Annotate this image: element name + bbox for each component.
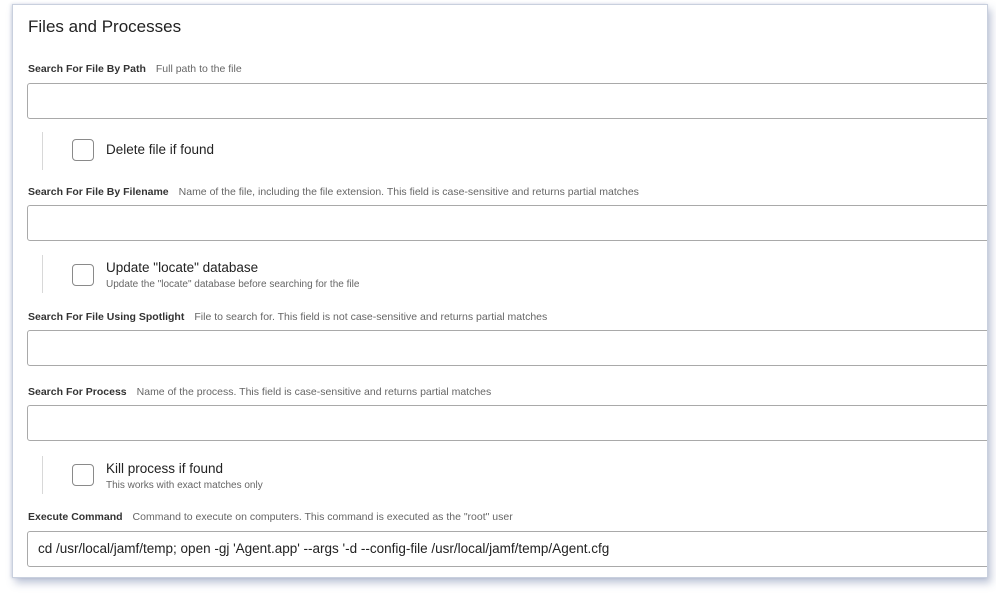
search-process-input[interactable] <box>27 405 988 441</box>
search-spotlight-help: File to search for. This field is not case-sensitive and returns partial matches <box>194 311 548 323</box>
option-divider <box>42 456 43 494</box>
execute-command-name: Execute Command <box>28 511 123 523</box>
kill-process-description: This works with exact matches only <box>106 480 263 491</box>
search-by-path-input[interactable] <box>27 83 988 119</box>
kill-process-label[interactable]: Kill process if found <box>106 461 224 476</box>
option-divider <box>42 255 43 293</box>
search-by-filename-label <box>28 186 639 198</box>
search-spotlight-label <box>28 311 547 323</box>
update-locate-label[interactable]: Update "locate" database <box>106 260 259 275</box>
update-locate-description: Update the "locate" database before searching for the file <box>106 279 360 290</box>
search-by-path-label <box>28 63 242 75</box>
search-by-filename-input[interactable] <box>27 205 988 241</box>
execute-command-input[interactable]: cd /usr/local/jamf/temp; open -gj 'Agent.app' --args '-d --config-file /usr/local/jamf/temp/Agent.cfg <box>27 531 988 567</box>
kill-process-checkbox[interactable] <box>72 464 94 486</box>
search-process-help: Name of the process. This field is case-sensitive and returns partial matches <box>136 386 492 398</box>
search-process-name: Search For Process <box>28 386 127 398</box>
search-spotlight-input[interactable] <box>27 330 988 366</box>
search-by-filename-help: Name of the file, including the file extension. This field is case-sensitive and returns partial matches <box>178 186 639 198</box>
section-title: Files and Processes <box>28 17 182 36</box>
execute-command-help: Command to execute on computers. This command is executed as the "root" user <box>132 511 513 523</box>
search-spotlight-name: Search For File Using Spotlight <box>28 311 185 323</box>
search-by-filename-name: Search For File By Filename <box>28 186 169 198</box>
search-process-label <box>28 386 491 398</box>
execute-command-label <box>28 511 513 523</box>
search-by-path-name: Search For File By Path <box>28 63 146 75</box>
update-locate-checkbox[interactable] <box>72 264 94 286</box>
search-by-path-help: Full path to the file <box>155 63 242 75</box>
delete-file-checkbox[interactable] <box>72 139 94 161</box>
option-divider <box>42 132 43 170</box>
files-and-processes-panel <box>12 4 988 578</box>
delete-file-label[interactable]: Delete file if found <box>106 142 215 157</box>
